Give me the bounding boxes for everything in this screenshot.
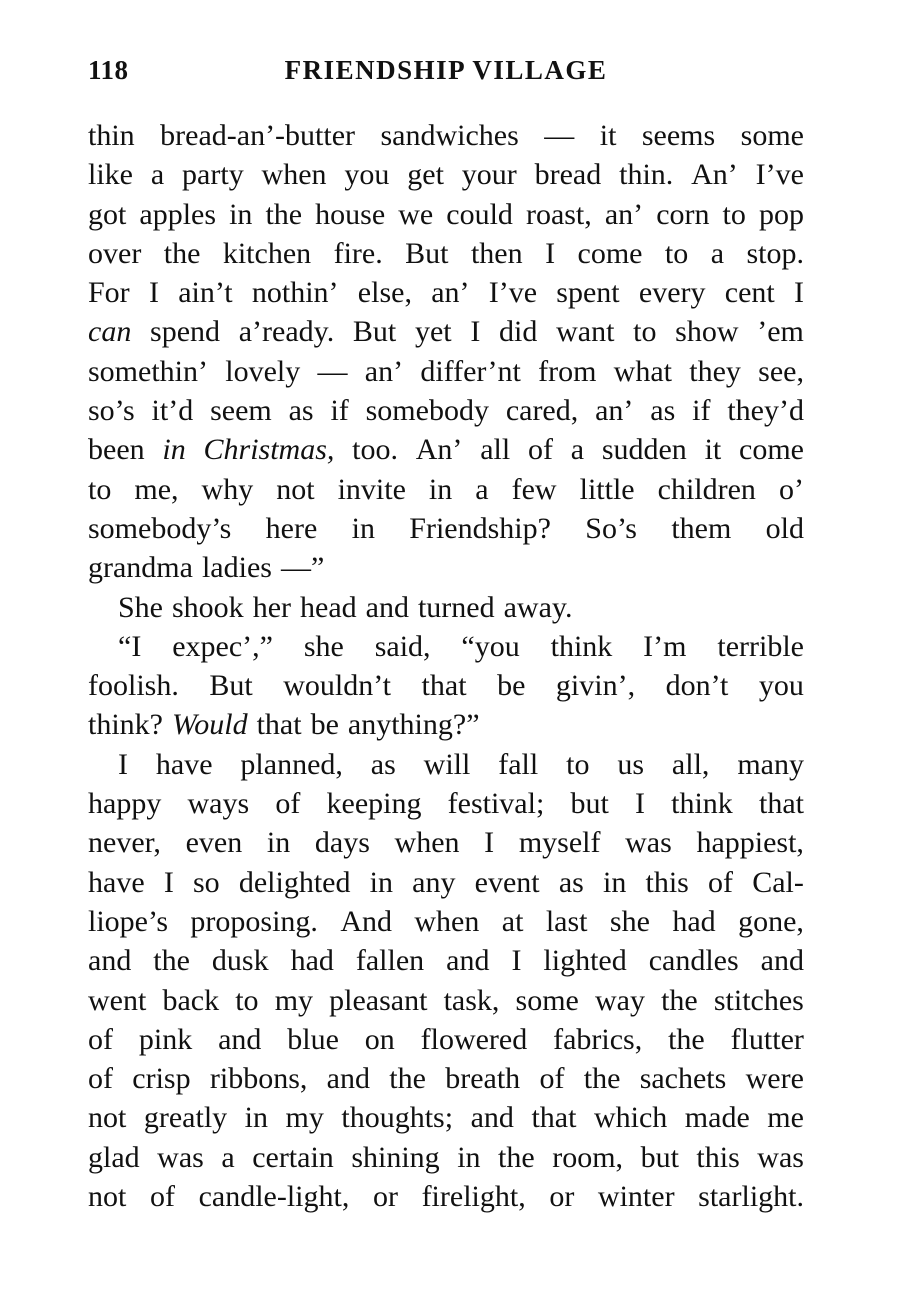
text-line <box>88 1020 804 1059</box>
word: that <box>256 708 302 742</box>
word: a <box>150 158 165 192</box>
text-line <box>88 1177 804 1216</box>
word: but <box>640 1140 679 1174</box>
word: task, <box>443 983 500 1017</box>
word: I <box>163 865 174 899</box>
word: shining <box>351 1140 440 1174</box>
word: your <box>461 158 517 192</box>
word: think? <box>88 708 163 742</box>
word: or <box>372 1180 398 1214</box>
word: in <box>244 1101 269 1135</box>
word: she <box>609 904 650 938</box>
word: an’ <box>595 394 634 428</box>
word: somethin’ <box>88 354 208 388</box>
word: happy <box>88 787 162 821</box>
word: I <box>793 276 804 310</box>
italic-word: can <box>88 315 132 349</box>
word: like <box>88 158 133 192</box>
word: and <box>88 944 132 978</box>
word: I <box>511 944 522 978</box>
word: delighted <box>238 865 351 899</box>
word: at <box>501 904 524 938</box>
word: children <box>657 472 756 506</box>
word: — <box>544 119 575 152</box>
word: we <box>398 197 434 231</box>
text-line <box>88 155 804 194</box>
word: candles <box>648 944 739 978</box>
word: a <box>710 236 725 270</box>
word: But <box>352 315 397 349</box>
word: party <box>182 158 244 192</box>
word: was <box>625 826 672 860</box>
word: any <box>412 865 456 899</box>
text-line <box>88 548 804 587</box>
word: from <box>538 354 597 388</box>
word: I <box>470 315 481 349</box>
word: firelight, <box>421 1180 526 1214</box>
word: that <box>421 669 467 703</box>
word: so <box>192 865 220 899</box>
word: never, <box>88 826 161 860</box>
word: in <box>266 826 291 860</box>
word: flutter <box>730 1022 804 1056</box>
word: proposing. <box>190 904 318 938</box>
running-head <box>88 55 804 91</box>
text-line <box>88 352 804 391</box>
word: Cal- <box>752 865 804 899</box>
word: shook <box>172 590 244 624</box>
word: pop <box>758 197 804 231</box>
word: as <box>650 394 676 428</box>
word: think <box>550 629 613 663</box>
word: ribbons, <box>209 1062 308 1096</box>
word: her <box>252 590 291 624</box>
word: wouldn’t <box>283 669 392 703</box>
word: back <box>162 983 220 1017</box>
word: an’ <box>364 354 404 388</box>
word: candle-light, <box>198 1180 350 1214</box>
word: get <box>407 158 444 192</box>
word: fire. <box>333 236 383 270</box>
word: — <box>317 354 348 388</box>
word: way <box>594 983 645 1017</box>
word: spend <box>150 315 221 349</box>
word: o’ <box>778 472 804 506</box>
word: what <box>613 354 672 388</box>
word: the <box>498 1140 535 1174</box>
word: to <box>235 983 259 1017</box>
word: corn <box>656 197 710 231</box>
word: in <box>369 865 393 899</box>
text-line <box>88 195 804 234</box>
word: breath <box>445 1062 521 1096</box>
word: I’ve <box>755 158 804 192</box>
word: Friendship? <box>409 511 551 545</box>
page-number: 118 <box>88 55 129 85</box>
word: fallen <box>355 944 425 978</box>
word: the <box>661 983 698 1017</box>
word: somebody’s <box>88 511 232 545</box>
word: it <box>704 433 722 467</box>
word: An’ <box>691 158 738 192</box>
word: was <box>757 1140 804 1174</box>
word: ladies <box>201 551 272 585</box>
word: So’s <box>585 511 637 545</box>
text-line <box>88 116 804 155</box>
word: winter <box>597 1180 675 1214</box>
word: ’em <box>757 315 804 349</box>
word: few <box>511 472 557 506</box>
word: grandma <box>88 551 193 585</box>
word: think <box>671 787 733 821</box>
word: head <box>300 590 357 624</box>
word: you <box>344 158 390 192</box>
word: thin <box>88 119 135 152</box>
word: got <box>88 197 127 231</box>
word: anything?” <box>347 708 480 742</box>
word: stitches <box>713 983 804 1017</box>
word: little <box>579 472 635 506</box>
word: thoughts; <box>341 1101 454 1135</box>
word: I <box>148 276 159 310</box>
word: roast, <box>525 197 592 231</box>
word: a <box>221 1140 235 1174</box>
word: of <box>149 1180 175 1214</box>
word: and <box>470 1101 514 1135</box>
word: and <box>326 1062 370 1096</box>
word: yet <box>414 315 452 349</box>
word: come <box>577 236 643 270</box>
word: many <box>737 747 804 781</box>
word: the <box>389 1062 426 1096</box>
word: and <box>365 590 409 624</box>
word: the <box>583 1062 621 1096</box>
word: a <box>475 472 489 506</box>
text-line <box>88 1059 804 1098</box>
word: them <box>671 511 732 545</box>
word: had <box>290 944 334 978</box>
word: an’ <box>431 276 470 310</box>
text-line <box>88 902 804 941</box>
word: pleasant <box>329 983 428 1017</box>
text-line <box>88 1138 804 1177</box>
text-line <box>88 234 804 273</box>
word: For <box>88 276 130 310</box>
word: cared, <box>505 394 579 428</box>
word: kitchen <box>222 236 312 270</box>
word: crisp <box>132 1062 191 1096</box>
word: the <box>163 236 201 270</box>
word: “you <box>461 629 520 663</box>
text-line <box>88 745 804 784</box>
word: be <box>310 708 339 742</box>
word: all <box>480 433 511 467</box>
text-line <box>88 430 804 469</box>
word: event <box>474 865 540 899</box>
word: cent <box>724 276 775 310</box>
text-line <box>88 1098 804 1137</box>
body-text <box>88 116 804 1216</box>
word: lovely <box>225 354 301 388</box>
word: glad <box>88 1140 140 1174</box>
word: ways <box>187 787 250 821</box>
word: said, <box>374 629 431 663</box>
word: the <box>668 1022 705 1056</box>
word: as <box>370 747 396 781</box>
word: then <box>470 236 523 270</box>
word: to <box>88 472 112 506</box>
word: made <box>684 1101 750 1135</box>
word: that <box>531 1101 577 1135</box>
text-line <box>88 666 804 705</box>
word: as <box>288 394 314 428</box>
text-line <box>88 391 804 430</box>
text-line <box>88 312 804 351</box>
word: not <box>88 1180 127 1214</box>
word: my <box>285 1101 324 1135</box>
word: and <box>446 944 490 978</box>
word: turned <box>417 590 495 624</box>
italic-word: in <box>162 433 186 467</box>
word: else, <box>357 276 412 310</box>
word: spent <box>556 276 620 310</box>
word: blue <box>287 1022 339 1056</box>
word: in <box>602 865 627 899</box>
word: of <box>88 1062 113 1096</box>
word: to <box>722 197 746 231</box>
word: why <box>201 472 254 506</box>
word: on <box>364 1022 395 1056</box>
word: ain’t <box>178 276 233 310</box>
text-line <box>88 981 804 1020</box>
word: greatly <box>143 1101 228 1135</box>
word: it <box>599 119 617 152</box>
word: I’m <box>643 629 687 663</box>
word: seem <box>210 394 272 428</box>
word: gone, <box>738 904 804 938</box>
word: thin. <box>619 158 674 192</box>
word: but <box>570 787 609 821</box>
word: when <box>414 904 480 938</box>
word: this <box>696 1140 740 1174</box>
word: in <box>428 472 453 506</box>
text-line <box>88 509 804 548</box>
word: dusk <box>211 944 269 978</box>
word: all, <box>671 747 710 781</box>
word: in <box>457 1140 481 1174</box>
word: fall <box>498 747 539 781</box>
word: not <box>276 472 315 506</box>
word: of <box>275 787 301 821</box>
text-line <box>88 784 804 823</box>
word: bread <box>534 158 602 192</box>
word: seems <box>641 119 716 152</box>
italic-word: Would <box>172 708 248 742</box>
word: could <box>446 197 513 231</box>
word: days <box>314 826 370 860</box>
word: expec’,” <box>172 629 273 663</box>
word: terrible <box>717 629 804 663</box>
word: festival; <box>447 787 545 821</box>
word: An’ <box>415 433 463 467</box>
text-line <box>88 588 804 627</box>
word: flowered <box>420 1022 528 1056</box>
text-line <box>88 823 804 862</box>
word: room, <box>552 1140 624 1174</box>
word: starlight. <box>698 1180 804 1214</box>
word: and <box>218 1022 262 1056</box>
word: lighted <box>543 944 627 978</box>
word: my <box>274 983 314 1017</box>
word: they <box>689 354 741 388</box>
word: house <box>315 197 386 231</box>
word: last <box>545 904 588 938</box>
word: even <box>185 826 243 860</box>
word: old <box>765 511 804 545</box>
word: of <box>708 865 734 899</box>
word: away. <box>503 590 573 624</box>
word: a <box>570 433 585 467</box>
word: She <box>118 590 163 624</box>
word: I <box>484 826 495 860</box>
word: the <box>153 944 190 978</box>
word: here <box>265 511 318 545</box>
word: foolish. <box>88 669 179 703</box>
word: so’s <box>88 394 135 428</box>
word: which <box>593 1101 668 1135</box>
word: nothin’ <box>251 276 339 310</box>
word: happiest, <box>696 826 804 860</box>
word: I <box>634 787 645 821</box>
word: come <box>739 433 804 467</box>
word: differ’nt <box>420 354 521 388</box>
word: when <box>394 826 460 860</box>
text-line <box>88 627 804 666</box>
word: invite <box>337 472 406 506</box>
text-line <box>88 941 804 980</box>
word: myself <box>518 826 601 860</box>
word: show <box>675 315 739 349</box>
word: me, <box>134 472 179 506</box>
word: “I <box>118 629 142 663</box>
word: too. <box>352 433 398 467</box>
word: an’ <box>604 197 644 231</box>
word: did <box>499 315 538 349</box>
word: to <box>664 236 689 270</box>
word: I’ve <box>488 276 538 310</box>
text-line <box>88 273 804 312</box>
word: every <box>638 276 706 310</box>
word: will <box>423 747 471 781</box>
word: some <box>740 119 804 152</box>
word: over <box>88 236 142 270</box>
word: liope’s <box>88 904 168 938</box>
word: pink <box>138 1022 193 1056</box>
word: some <box>515 983 579 1017</box>
word: when <box>261 158 327 192</box>
word: of <box>539 1062 565 1096</box>
word: see, <box>758 354 804 388</box>
word: were <box>745 1062 804 1096</box>
word: was <box>157 1140 204 1174</box>
word: and <box>760 944 804 978</box>
word: sudden <box>601 433 687 467</box>
word: sandwiches <box>380 119 519 152</box>
word: a’ready. <box>238 315 335 349</box>
word: as <box>558 865 584 899</box>
word: But <box>405 236 449 270</box>
word: me <box>767 1101 804 1135</box>
word: stop. <box>746 236 804 270</box>
word: this <box>645 865 689 899</box>
word: want <box>556 315 615 349</box>
word: don’t <box>665 669 729 703</box>
italic-word: Christmas, <box>203 433 335 467</box>
word: if <box>692 394 711 428</box>
word: fabrics, <box>553 1022 643 1056</box>
word: keeping <box>326 787 422 821</box>
word: us <box>617 747 645 781</box>
running-title: FRIENDSHIP VILLAGE <box>284 55 608 85</box>
word: it’d <box>151 394 194 428</box>
text-line <box>88 863 804 902</box>
word: bread-an’-butter <box>160 119 356 152</box>
word: have <box>88 865 145 899</box>
word: in <box>229 197 253 231</box>
word: I <box>545 236 556 270</box>
word: be <box>497 669 526 703</box>
word: if <box>330 394 349 428</box>
word: the <box>265 197 303 231</box>
word: or <box>549 1180 575 1214</box>
word: of <box>88 1022 113 1056</box>
word: to <box>633 315 657 349</box>
word: But <box>209 669 253 703</box>
word: to <box>566 747 590 781</box>
word: been <box>88 433 145 467</box>
word: not <box>88 1101 127 1135</box>
word: had <box>672 904 716 938</box>
word: givin’, <box>555 669 636 703</box>
word: that <box>758 787 804 821</box>
word: And <box>340 904 392 938</box>
word: in <box>351 511 375 545</box>
word: apples <box>139 197 217 231</box>
word: sachets <box>639 1062 727 1096</box>
word: you <box>758 669 804 703</box>
word: somebody <box>365 394 489 428</box>
word: I <box>118 747 128 781</box>
text-line <box>88 705 804 744</box>
word: planned, <box>240 747 343 781</box>
word: of <box>527 433 553 467</box>
word: certain <box>252 1140 334 1174</box>
text-line <box>88 470 804 509</box>
word: —” <box>280 551 325 585</box>
word: went <box>88 983 147 1017</box>
word: have <box>155 747 213 781</box>
word: she <box>303 629 344 663</box>
word: they’d <box>727 394 804 428</box>
